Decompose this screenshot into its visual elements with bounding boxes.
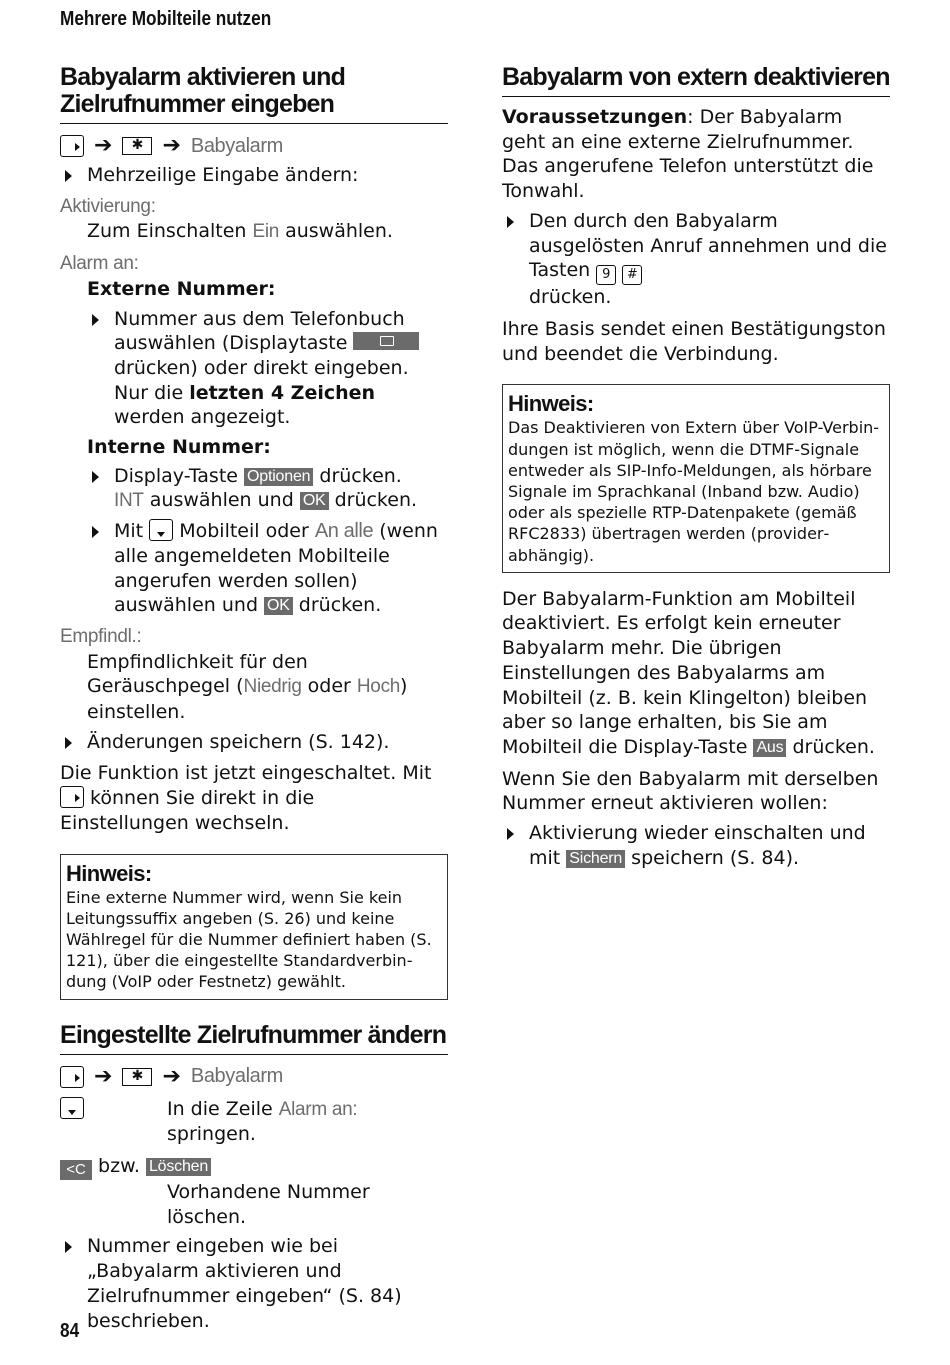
step-enter-number: Nummer eingeben wie bei „Babyalarm aktivieren und Zielrufnummer eingeben“ (S. 84) beschrieben. [60,1234,448,1333]
menu-item-babyalarm: Babyalarm [190,134,283,157]
arrow-right-icon: ➔ [94,1063,113,1089]
text-delete-number: Vorhandene Nummer löschen. [167,1181,370,1228]
left-column [60,60,448,1333]
hinweis-title: Hinweis: [66,860,152,886]
paragraph-reactivate: Wenn Sie den Babyalarm mit derselben Nummer erneut aktivieren wollen: [502,767,879,815]
softkey-ok: OK [264,597,293,615]
label-externe-nummer: Externe Nummer: [87,277,276,300]
hinweis-title: Hinweis: [508,391,594,417]
menu-path-change [60,1063,448,1091]
label-aktivierung: Aktivierung: [60,195,156,217]
softkey-aus: Aus [753,739,786,757]
menu-key-icon [60,786,84,808]
paragraph-deactivated: Der Babyalarm-Funktion am Mobilteil deaktiviert. Es erfolgt kein erneuter Babyalarm mehr. Die übrigen Einstellungen des Babyalarms am Mobilteil (z. B. kein Klingelton) bleiben aber so lange erhalten, bis Sie am Mobilteil die Display-Taste Aus drücken. [502,587,875,758]
nav-key-icon [60,1097,84,1119]
menu-key-icon [60,1066,84,1088]
hinweis-box-voip [502,384,890,572]
step-edit: Mehrzeilige Eingabe ändern: [60,163,448,188]
text-aktivierung: Zum Einschalten Ein auswählen. [87,220,393,243]
arrow-right-icon: ➔ [94,133,113,158]
softkey-sichern: Sichern [566,850,625,868]
right-column [502,60,890,870]
step-save: Änderungen speichern (S. 142). [60,730,448,755]
step-external-number: Nummer aus dem Telefonbuch auswählen (Displaytaste drücken) oder direkt eingeben. Nur die letzten 4 Zeichen werden angezeigt. [87,307,448,431]
step-accept-call: Den durch den Babyalarm ausgelösten Anruf annehmen und die Tasten 9 # drücken. [502,209,890,310]
section-title-activate: Babyalarm aktivieren und Zielrufnummer eingeben [60,60,448,124]
step-internal-select: Mit Mobilteil oder An alle (wenn alle angemeldeten Mobilteile angerufen werden sollen) auswählen und OK drücken. [87,519,448,618]
page-header: Mehrere Mobilteile nutzen [60,8,272,30]
key-9-icon: 9 [596,265,616,285]
section-title-change: Eingestellte Zielrufnummer ändern [60,1018,448,1055]
step-jump-line: In die Zeile Alarm an: springen. [60,1097,448,1147]
softkey-ok: OK [300,492,329,510]
paragraph-confirmation: Ihre Basis sendet einen Bestätigungston und beendet die Verbindung. [502,317,886,365]
softkey-optionen: Optionen [244,468,313,486]
menu-path [60,132,448,160]
star-key-icon: ✱ [122,137,152,155]
arrow-right-icon: ➔ [162,133,181,158]
phonebook-key-icon [353,332,419,350]
text-empfindlichkeit: Empfindlichkeit für den Geräuschpegel (Niedrig oder Hoch) einstellen. [87,650,408,724]
step-internal-options: Display-Taste Optionen drücken. INT auswählen und OK drücken. [87,464,448,514]
page-number: 84 [60,1320,80,1342]
clear-key-icon: <C [60,1160,92,1180]
arrow-right-icon: ➔ [162,1063,181,1089]
paragraph-function-on: Die Funktion ist jetzt eingeschaltet. Mit können Sie direkt in die Einstellungen wechseln. [60,762,432,834]
label-alarm-an: Alarm an: [60,253,139,275]
section-title-deactivate: Babyalarm von extern deaktivieren [502,60,890,97]
star-key-icon: ✱ [122,1068,152,1086]
paragraph-prerequisites: Voraussetzungen: Der Babyalarm geht an eine externe Zielrufnummer. Das angerufene Telefon unterstützt die Tonwahl. [502,106,874,203]
label-interne-nummer: Interne Nummer: [87,436,271,459]
hinweis-box-external [60,854,448,1000]
softkey-loeschen: Löschen [146,1158,211,1176]
hinweis-text: Eine externe Nummer wird, wenn Sie kein Leitungssuffix angeben (S. 26) und keine Wählregel für die Nummer definiert haben (S. 121), über die eingestellte Standardverbindung (VoIP oder Festnetz) gewählt. [66,887,432,992]
nav-key-icon [149,519,173,541]
menu-key-icon [60,135,84,157]
menu-item-babyalarm: Babyalarm [190,1065,283,1088]
step-delete-keys: <C bzw. Löschen [60,1154,448,1180]
key-hash-icon: # [622,265,642,285]
step-reactivate: Aktivierung wieder einschalten und mit Sichern speichern (S. 84). [502,821,890,870]
label-empfindlichkeit: Empfindl.: [60,625,142,647]
hinweis-text: Das Deaktivieren von Extern über VoIP-Verbindungen ist möglich, wenn die DTMF-Signale entweder als SIP-Info-Meldungen, als hörbare Signale im Sprachkanal (Inband bzw. Audio) oder als spezielle RTP-Datenpakete (gemäß RFC2833) übertragen werden (providerabhängig). [508,418,880,565]
